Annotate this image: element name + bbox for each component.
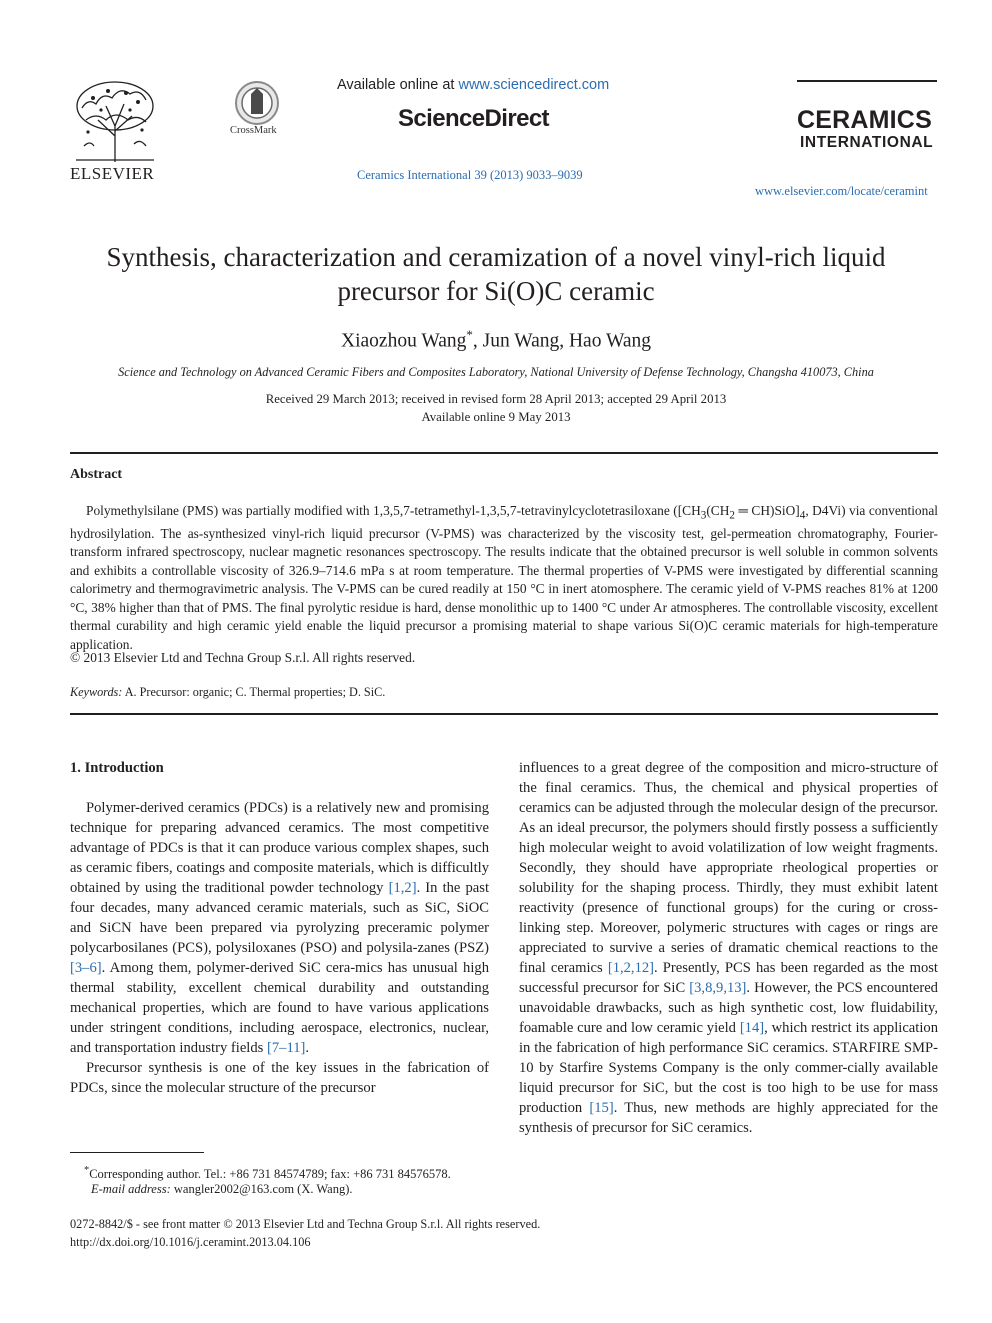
citation-link[interactable]: [1,2,12] (607, 960, 655, 976)
citation-link[interactable]: [15] (589, 1100, 614, 1116)
keywords-list: A. Precursor: organic; C. Thermal properties; D. SiC. (122, 685, 386, 699)
abstract-text-c: ═ CH)SiO] (734, 503, 800, 518)
abstract-copyright: © 2013 Elsevier Ltd and Techna Group S.r.l. All rights reserved. (70, 650, 416, 665)
journal-logo-title: CERAMICS (797, 106, 932, 134)
abstract-text-a: Polymethylsilane (PMS) was partially modified with 1,3,5,7-tetramethyl-1,3,5,7-tetravinylcyclotetrasiloxane ([CH (86, 503, 701, 518)
paragraph-text: . Presently, PCS has been regarded as the most successful precursor for SiC (519, 960, 938, 996)
subscript: 3 (700, 509, 707, 522)
journal-logo-bar (797, 80, 937, 82)
paragraph-text: . Among them, polymer-derived SiC cera-mics has unusual high thermal stability, excellent chemical durability and outstanding mechanical properties, which are found to have various applications under stringent conditions, including aerospace, electronics, nuclear, and transportation industry fields (70, 960, 489, 1056)
article-title (60, 240, 932, 308)
abstract-bottom-rule (70, 713, 938, 715)
right-column (519, 758, 938, 1138)
footnote-mark: * (84, 1165, 90, 1176)
article-dates (60, 390, 932, 426)
citation-link[interactable]: [14] (739, 1020, 765, 1036)
doi-link[interactable]: http://dx.doi.org/10.1016/j.ceramint.2013.04.106 (70, 1235, 311, 1249)
corresponding-mark[interactable]: * (466, 327, 473, 342)
citation-link[interactable]: [7–11] (266, 1040, 306, 1056)
paragraph-text: , which restrict its application in the fabrication of high performance SiC ceramics. STARFIRE SMP-10 by Starfire Systems Company is the only commer-cially available liquid precursor for SiC, but the cost is too high to be use for mass production (519, 1020, 938, 1116)
abstract-heading: Abstract (70, 467, 123, 482)
publisher-name: ELSEVIER (70, 164, 155, 183)
paragraph-text: . However, the PCS encountered unavoidable drawbacks, such as high synthetic cost, low fluidability, foamable cure and low ceramic yield (519, 980, 938, 1036)
citation-link[interactable]: [1,2] (388, 880, 417, 896)
title-line-1: Synthesis, characterization and ceramization of a novel vinyl-rich liquid (106, 242, 886, 272)
availability-line (337, 77, 609, 93)
available-prefix: Available online at (337, 77, 459, 93)
footer-rights: 0272-8842/$ - see front matter © 2013 Elsevier Ltd and Techna Group S.r.l. All rights reserved. (70, 1217, 541, 1231)
dates-received: Received 29 March 2013; received in revised form 28 April 2013; accepted 29 April 2013 (265, 392, 727, 406)
citation-link[interactable]: [3,8,9,13] (689, 980, 747, 996)
keywords (70, 685, 385, 700)
paragraph-text: . (305, 1040, 310, 1056)
paragraph-text: Polymer-derived ceramics (PDCs) is a relatively new and promising technique for preparing advanced ceramics. The most competitive advantage of PDCs is that it can produce various complex shapes, such as ceramic fibers, coatings and composite materials, which is difficultly obtained by using the traditional powder technology (70, 800, 489, 896)
journal-logo-subtitle: INTERNATIONAL (800, 134, 934, 151)
paragraph-text: . In the past four decades, many advanced ceramic materials, such as SiC, SiOC and SiCN have been prepared via pyrolyzing preceramic polymer polycarbosilanes (PCS), polysiloxanes (PSO) and polysila-zanes (PSZ) (70, 880, 490, 956)
paragraph-text: . Thus, new methods are highly appreciated for the synthesis of precursor for SiC ceramics. (519, 1100, 938, 1136)
footnote-text: Corresponding author. Tel.: +86 731 84574789; fax: +86 731 84576578. (89, 1167, 451, 1182)
co-authors: , Jun Wang, Hao Wang (472, 330, 651, 352)
citation-link[interactable]: [3–6] (70, 960, 102, 976)
dates-online: Available online 9 May 2013 (421, 410, 571, 424)
author-list (60, 327, 932, 353)
subscript: 4 (799, 509, 806, 522)
abstract-text-d: , D4Vi) via conventional hydrosilylation. The as-synthesized vinyl-rich liquid precursor (V-PMS) was characterized by the viscosity test, gel-permeation chromatography, Fourier-transform infrared spectroscopy, nuclear magnetic resonances spectroscopy. The results indicate that the obtained precursor is well soluble in common solvents and exhibits a controllable viscosity of 326.9–714.6 mPa s at room temperature. The thermal properties of V-PMS were investigated by differential scanning calorimetry and thermogravimetric analysis. The V-PMS can be cured readily at 150 °C in inert atomosphere. The ceramic yield of V-PMS reaches 81% at 1200 °C, 38% higher than that of PMS. The final pyrolytic residue is hard, dense monolithic up to 1400 °C under Ar atmospheres. The controllable viscosity, excellent thermal curability and high ceramic yield enable the liquid precursor a promising material to shape various Si(O)C ceramic materials for high-temperature application. (70, 503, 938, 652)
email-address[interactable]: wangler2002@163.com (X. Wang). (170, 1182, 353, 1196)
affiliation: Science and Technology on Advanced Ceramic Fibers and Composites Laboratory, National University of Defense Technology, Changsha 410073, China (118, 365, 874, 379)
title-line-2: precursor for Si(O)C ceramic (337, 276, 655, 306)
footnote-rule (70, 1152, 204, 1153)
author-name[interactable]: Xiaozhou Wang (341, 330, 467, 352)
email-footnote (91, 1180, 353, 1198)
section-heading: 1. Introduction (70, 760, 164, 776)
intro-paragraph-1 (70, 798, 489, 1058)
journal-reference[interactable]: Ceramics International 39 (2013) 9033–9039 (357, 168, 583, 182)
abstract-top-rule (70, 452, 938, 454)
email-label: E-mail address: (91, 1182, 171, 1196)
sciencedirect-logo[interactable]: ScienceDirect (398, 105, 549, 132)
sciencedirect-link[interactable]: www.sciencedirect.com (458, 77, 610, 93)
subscript: 2 (729, 509, 735, 522)
left-column (70, 758, 489, 1098)
crossmark-label: CrossMark (230, 125, 277, 136)
paragraph-text: influences to a great degree of the composition and micro-structure of the final ceramics. Thus, the chemical and physical properties of ceramics can be adjusted through the molecular design of the precursor. As an ideal precursor, the polymers should firstly possess a sufficiently high molecular weight to avoid volatilization of low weight fragments. Secondly, they should have appropriate rheological properties or solubility for the shaping process. Thirdly, they must exhibit latent reactivity (presence of functional groups) for the curing or cross-linking step. Moreover, polymeric structures with cages or rings are appreciated to survive a series of dramatic chemical reactions to the final ceramics (519, 760, 938, 976)
keywords-label: Keywords: (70, 685, 123, 699)
intro-paragraph-2-cont (519, 758, 938, 1138)
journal-url-link[interactable]: www.elsevier.com/locate/ceramint (755, 184, 928, 198)
abstract-text-b: (CH (706, 503, 730, 518)
intro-paragraph-2: Precursor synthesis is one of the key issues in the fabrication of PDCs, since the molecular structure of the precursor (70, 1060, 489, 1096)
abstract-text (70, 502, 938, 654)
page-footer (70, 1215, 540, 1251)
